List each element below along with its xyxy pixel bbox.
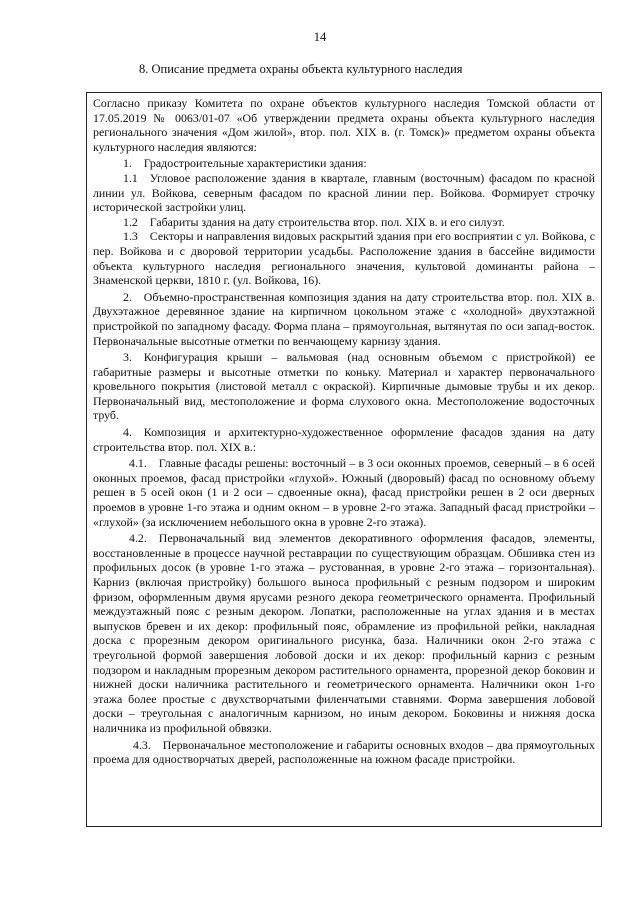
section-heading: 8. Описание предмета охраны объекта культурного наследия <box>139 62 463 76</box>
item-2: 2. Объемно-пространственная композиция здания на дату строительства втор. пол. XIX в. Двухэтажное деревянное здание на кирпичном цокольном этаже с «холодной» двухэтажной пристройкой по западному фасаду. Форма плана – прямоугольная, вытянутая по оси запад-восток. Первоначальные высотные отметки по венчающему карнизу здания. <box>93 289 595 348</box>
item-4: 4. Композиция и архитектурно-художественное оформление фасадов здания на дату строительства втор. пол. XIX в.: <box>93 425 595 454</box>
intro-paragraph: Согласно приказу Комитета по охране объектов культурного наследия Томской области от 17.05.2019 № 0063/01-07 «Об утверждении предмета охраны объекта культурного наследия регионального значения «Дом жилой», втор. пол. XIX в. (г. Томск)» предметом охраны объекта культурного наследия являются: <box>93 96 595 154</box>
content-frame <box>86 92 602 827</box>
item-4-1: 4.1. Главные фасады решены: восточный – в 3 оси оконных проемов, северный – в 6 осей оконных проемов, фасад пристройки «глухой». Южный (дворовый) фасад по основному объему решен в 5 осей окон (1 и 2 оси – сдвоенные окна), фасад пристройки решен в 2 оси дверных проемов в уровне 1-го этажа и одним окном – в уровне 2-го этажа. Западный фасад пристройки – «глухой» (за исключением небольшого окна в уровне 2-го этажа). <box>93 456 595 529</box>
item-4-2: 4.2. Первоначальный вид элементов декоративного оформления фасадов, элементы, восстановленные в процессе научной реставрации по существующим образцам. Обшивка стен из профильных досок (в уровне 1-го этажа – рустованная, в уровне 2-го этажа – горизонтальная). Карниз (включая пристройку) большого выноса профильный с резным подзором и широким фризом, оформленным двумя ярусами резного декора геометрического орнамента. Профильный междуэтажный пояс с резным декором. Лопатки, расположенные на углах здания и в местах выпусков бревен и их декор: профильный пояс, обрамление из профильной рейки, накладная доска с прорезным декором оригинального рисунка, база. Наличники окон 2-го этажа с треугольной формой завершения лобовой доски и их декор: профильный карниз с резным подзором и накладным прорезным декором растительного орнамента, прорезной декор боковин и нижней доски наличника растительного и геометрического орнамента. Наличники окон 1-го этажа более простые с двухстворчатыми филенчатыми ставнями. Форма завершения лобовой доски – треугольная с аналогичным карнизом, но иным декором. Боковины и нижняя доска наличника из профильной обвязки. <box>93 531 595 735</box>
item-1: 1. Градостроительные характеристики здания: <box>123 156 367 171</box>
item-4-3: 4.3. Первоначальное местоположение и габариты основных входов – два прямоугольных проема для одностворчатых дверей, расположенные на южном фасаде пристройки. <box>93 737 595 767</box>
item-3: 3. Конфигурация крыши – вальмовая (над основным объемом с пристройкой) ее габаритные размеры и высотные отметки по коньку. Материал и характер первоначального кровельного покрытия (листовой металл с окраской). Кирпичные дымовые трубы и их декор. Первоначальный вид, местоположение и форма слухового окна. Местоположение водосточных труб. <box>93 350 595 423</box>
item-1-3: 1.3 Секторы и направления видовых раскрытий здания при его восприятии с ул. Войкова, с пер. Войкова и с дворовой территории усадьбы. Расположение здания в бассейне видимости объекта культурного наследия регионального значения, культовой доминанты района – Знаменской церкви, 1810 г. (ул. Войкова, 16). <box>93 229 595 288</box>
item-1-2: 1.2 Габариты здания на дату строительства втор. пол. XIX в. и его силуэт. <box>123 214 505 229</box>
page-number: 14 <box>313 30 327 44</box>
item-1-1: 1.1 Угловое расположение здания в квартале, главным (восточным) фасадом по красной линии ул. Войкова, северным фасадом по красной линии пер. Войкова. Формирует строчку исторической застройки улиц. <box>93 170 595 215</box>
